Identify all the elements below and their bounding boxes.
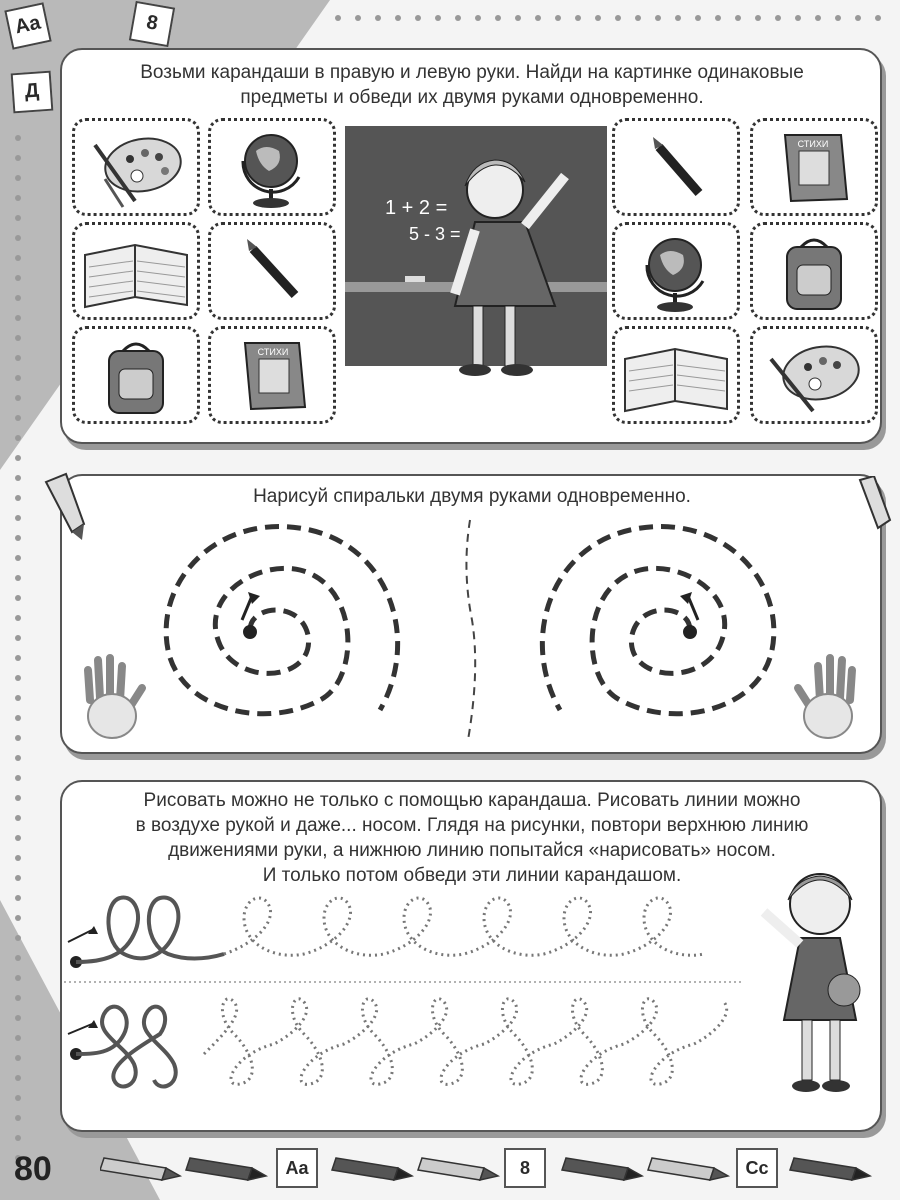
- book-icon: [753, 121, 875, 213]
- page-number: 80: [14, 1150, 52, 1188]
- border-dot: [15, 375, 21, 381]
- spiral-right-arrow: [688, 596, 698, 620]
- top-loop-trace: [224, 898, 704, 955]
- left-card-globe[interactable]: [208, 118, 336, 216]
- globe-icon: [211, 121, 333, 213]
- board-line2: 5 - 3 =: [409, 224, 461, 244]
- border-dot: [15, 395, 21, 401]
- border-dot: [435, 15, 441, 21]
- footer-tile-number: 8: [504, 1148, 546, 1188]
- pencil-icon: [211, 225, 333, 317]
- border-dot: [15, 475, 21, 481]
- spiral-left-arrow: [242, 596, 252, 620]
- border-dot: [15, 1075, 21, 1081]
- border-dot: [795, 15, 801, 21]
- spiral-right-start-dot: [683, 625, 697, 639]
- girl-at-blackboard-illustration: [345, 126, 607, 400]
- spiral-left: [166, 527, 398, 714]
- spirals-area: [70, 510, 870, 746]
- border-dot: [15, 595, 21, 601]
- right-card-pencil[interactable]: [612, 118, 740, 216]
- border-dot: [875, 15, 881, 21]
- border-dot: [835, 15, 841, 21]
- border-dot: [695, 15, 701, 21]
- task3-line3: движениями руки, а нижнюю линию попытайся «нарисовать» носом.: [168, 840, 776, 861]
- left-card-palette[interactable]: [72, 118, 200, 216]
- border-dot: [15, 635, 21, 641]
- notebook-icon: [75, 225, 197, 317]
- divider-line: [466, 520, 475, 740]
- border-dot: [15, 195, 21, 201]
- dot-border-left: [10, 130, 26, 1160]
- border-dot: [15, 995, 21, 1001]
- border-dot: [15, 275, 21, 281]
- border-dot: [15, 355, 21, 361]
- border-dot: [495, 15, 501, 21]
- book-title-text: СТИХИ: [257, 347, 289, 357]
- border-dot: [755, 15, 761, 21]
- globe-icon: [615, 225, 737, 317]
- spiral-right: [542, 527, 774, 714]
- border-dot: [15, 955, 21, 961]
- border-dot: [15, 675, 21, 681]
- top-loop-sample: [76, 897, 224, 962]
- top-line-arrow: [68, 930, 92, 942]
- border-dot: [15, 775, 21, 781]
- border-dot: [455, 15, 461, 21]
- footer-tile-letter: Aa: [276, 1148, 318, 1188]
- border-dot: [15, 855, 21, 861]
- border-dot: [15, 435, 21, 441]
- border-dot: [855, 15, 861, 21]
- border-dot: [335, 15, 341, 21]
- border-dot: [15, 215, 21, 221]
- left-card-notebook[interactable]: [72, 222, 200, 320]
- border-dot: [15, 295, 21, 301]
- right-card-notebook[interactable]: [612, 326, 740, 424]
- border-dot: [675, 15, 681, 21]
- border-dot: [15, 875, 21, 881]
- border-dot: [15, 495, 21, 501]
- border-dot: [15, 975, 21, 981]
- border-dot: [15, 535, 21, 541]
- border-dot: [15, 235, 21, 241]
- board-line1: 1 + 2 =: [385, 197, 448, 219]
- border-dot: [15, 715, 21, 721]
- border-dot: [15, 415, 21, 421]
- palette-icon: [75, 121, 197, 213]
- border-dot: [415, 15, 421, 21]
- corner-tile-number: 8: [129, 1, 175, 47]
- bottom-loop-sample: [76, 1007, 176, 1087]
- pencil-icon: [615, 121, 737, 213]
- border-dot: [15, 255, 21, 261]
- task1-instruction-line2: предметы и обведи их двумя руками одновременно.: [240, 87, 704, 108]
- border-dot: [615, 15, 621, 21]
- border-dot: [715, 15, 721, 21]
- book-icon: [211, 329, 333, 421]
- book-title-text: СТИХИ: [797, 139, 829, 149]
- dot-border-top: [330, 10, 890, 26]
- border-dot: [15, 155, 21, 161]
- left-card-book[interactable]: [208, 326, 336, 424]
- border-dot: [475, 15, 481, 21]
- footer-tile-cc: Cc: [736, 1148, 778, 1188]
- border-dot: [575, 15, 581, 21]
- task3-line4: И только потом обведи эти линии карандашом.: [262, 865, 682, 886]
- border-dot: [15, 1035, 21, 1041]
- palette-icon: [753, 329, 875, 421]
- border-dot: [635, 15, 641, 21]
- task1-instruction: [82, 60, 862, 110]
- tracing-lines-area: [64, 884, 744, 1124]
- task3-line2: в воздухе рукой и даже... носом. Глядя на рисунки, повтори верхнюю линию: [135, 815, 809, 836]
- right-hand-icon: [798, 658, 852, 738]
- task2-instruction: Нарисуй спиральки двумя руками одновременно.: [253, 486, 691, 507]
- border-dot: [535, 15, 541, 21]
- border-dot: [775, 15, 781, 21]
- border-dot: [15, 895, 21, 901]
- right-card-backpack[interactable]: [750, 222, 878, 320]
- task1-instruction-line1: Возьми карандаши в правую и левую руки. Найди на картинке одинаковые: [140, 62, 804, 83]
- bottom-line-arrow: [68, 1024, 92, 1034]
- backpack-icon: [75, 329, 197, 421]
- border-dot: [15, 1115, 21, 1121]
- border-dot: [15, 555, 21, 561]
- girl-with-teddy-illustration: [744, 860, 870, 1110]
- border-dot: [655, 15, 661, 21]
- left-card-pencil[interactable]: [208, 222, 336, 320]
- right-card-globe[interactable]: [612, 222, 740, 320]
- left-hand-icon: [88, 658, 142, 738]
- border-dot: [15, 515, 21, 521]
- corner-tile-d: Д: [11, 71, 54, 114]
- task3-line1: Рисовать можно не только с помощью карандаша. Рисовать линии можно: [143, 790, 801, 811]
- border-dot: [15, 795, 21, 801]
- spiral-left-start-dot: [243, 625, 257, 639]
- left-card-backpack[interactable]: [72, 326, 200, 424]
- border-dot: [15, 915, 21, 921]
- border-dot: [815, 15, 821, 21]
- border-dot: [395, 15, 401, 21]
- border-dot: [15, 655, 21, 661]
- border-dot: [15, 1015, 21, 1021]
- border-dot: [15, 695, 21, 701]
- border-dot: [515, 15, 521, 21]
- border-dot: [15, 1135, 21, 1141]
- border-dot: [375, 15, 381, 21]
- bottom-loop-trace: [204, 999, 727, 1085]
- border-dot: [15, 735, 21, 741]
- border-dot: [15, 755, 21, 761]
- backpack-icon: [753, 225, 875, 317]
- border-dot: [735, 15, 741, 21]
- border-dot: [15, 1095, 21, 1101]
- border-dot: [555, 15, 561, 21]
- corner-tile-letter: Aa: [4, 2, 51, 49]
- border-dot: [15, 935, 21, 941]
- notebook-icon: [615, 329, 737, 421]
- border-dot: [15, 315, 21, 321]
- right-card-book[interactable]: [750, 118, 878, 216]
- border-dot: [15, 335, 21, 341]
- border-dot: [15, 815, 21, 821]
- right-card-palette[interactable]: [750, 326, 878, 424]
- footer-pencils: [100, 1146, 900, 1192]
- border-dot: [355, 15, 361, 21]
- border-dot: [15, 575, 21, 581]
- border-dot: [15, 455, 21, 461]
- border-dot: [15, 835, 21, 841]
- border-dot: [15, 615, 21, 621]
- border-dot: [15, 135, 21, 141]
- border-dot: [595, 15, 601, 21]
- border-dot: [15, 1055, 21, 1061]
- border-dot: [15, 175, 21, 181]
